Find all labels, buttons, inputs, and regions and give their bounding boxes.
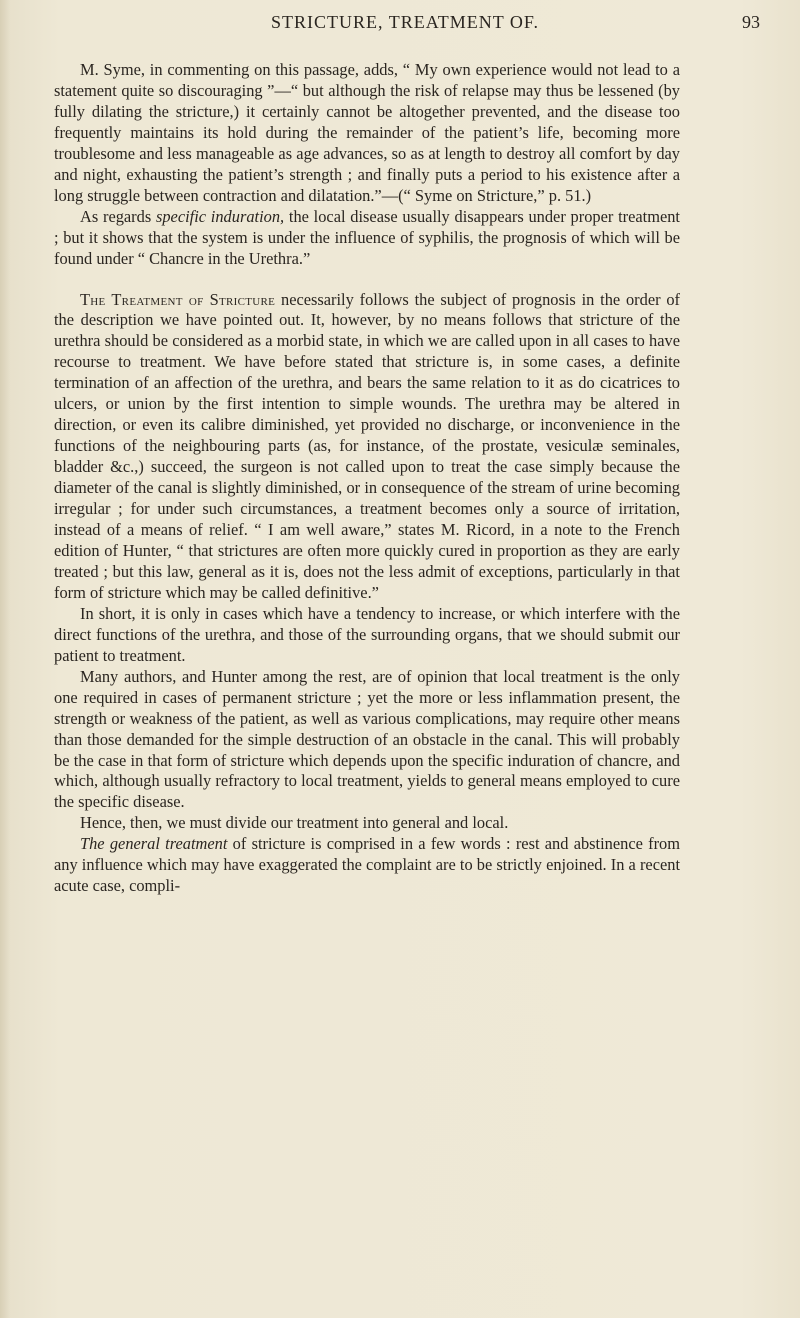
page-header [60,6,760,42]
paragraph-2-rest: the local disease usually disappears under proper treatment ; but it shows that the system is under the influence of syphilis, the prognosis of which will be found under “ Chancre in the Urethra.” [54,206,680,268]
paragraph-5: Many authors, and Hunter among the rest, are of opinion that local treatment is the only one required in cases of permanent stricture ; yet the more or less inflammation present, the strength or weakness of the patient, as well as various complications, may require other means than those demanded for the simple destruction of an obstacle in the canal. This will probably be the case in that form of stricture which depends upon the specific induration of chancre, and which, although usually refractory to local treatment, yields to general means employed to cure the specific disease. [54,666,680,812]
running-title: STRICTURE, TREATMENT OF. [271,12,539,32]
paragraph-3 [54,290,680,604]
paragraph-6: Hence, then, we must divide our treatment into general and local. [80,813,509,833]
paragraph-7 [54,834,680,897]
paragraph-7-text: of stricture is comprised in a few words : rest and abstinence from any influence which may have exaggerated the complaint are to be strictly enjoined. In a recent acute case, compli- [54,834,680,896]
paragraph-1: M. Syme, in commenting on this passage, adds, “ My own experience would not lead to a statement quite so discouraging ”—“ but although the risk of relapse may thus be lessened (by fully dilating the stricture,) it certainly cannot be altogether prevented, and the disease too frequently maintains its hold during the remainder of the patient’s life, becoming more troublesome and less manageable as age advances, so as at length to destroy all comfort by day and night, exhausting the patient’s strength ; and finally puts a period to his existence after a long struggle between contraction and dilatation.”—(“ Syme on Stricture,” p. 51.) [54,60,680,205]
paragraph-7-emphasis: The general treatment [80,834,228,854]
paragraph-2-lead: As regards [80,206,156,226]
paragraph-4: In short, it is only in cases which have a tendency to increase, or which interfere with the direct functions of the urethra, and those of the surrounding organs, that we should submit our patient to treatment. [54,603,680,665]
paragraph-3-text: necessarily follows the subject of prognosis in the order of the description we have pointed out. It, however, by no means follows that stricture of the urethra should be considered as a morbid state, in which we are called upon in all cases to have recourse to treatment. We have before stated that stricture is, in some cases, a definite termination of an affection of the urethra, and bears the same relation to it as do cicatrices to ulcers, or union by the first intention to simple wounds. The urethra may be altered in direction, or even its calibre diminished, yet provided no discharge, or inconvenience in the functions of the neighbouring parts (as, for instance, of the prostate, vesiculæ seminales, bladder &c.,) succeed, the surgeon is not called upon to treat the case simply because the diameter of the canal is slightly diminished, or in consequence of the stream of urine becoming irregular ; for under such circumstances, a treatment becomes only a source of irritation, instead of a means of relief. “ I am well aware,” states M. Ricord, in a note to the French edition of Hunter, “ that strictures are often more quickly cured in proportion as they are early treated ; but this law, general as it is, does not the less admit of exceptions, particularly in that form of stricture which may be called definitive.” [54,289,680,602]
page-number: 93 [742,12,760,32]
body-text [54,60,680,897]
page-gutter-shadow [0,0,10,1318]
paragraph-2 [54,207,680,270]
section-heading-treatment: The Treatment of Stricture [80,289,276,309]
paragraph-2-emphasis: specific induration, [155,206,285,226]
